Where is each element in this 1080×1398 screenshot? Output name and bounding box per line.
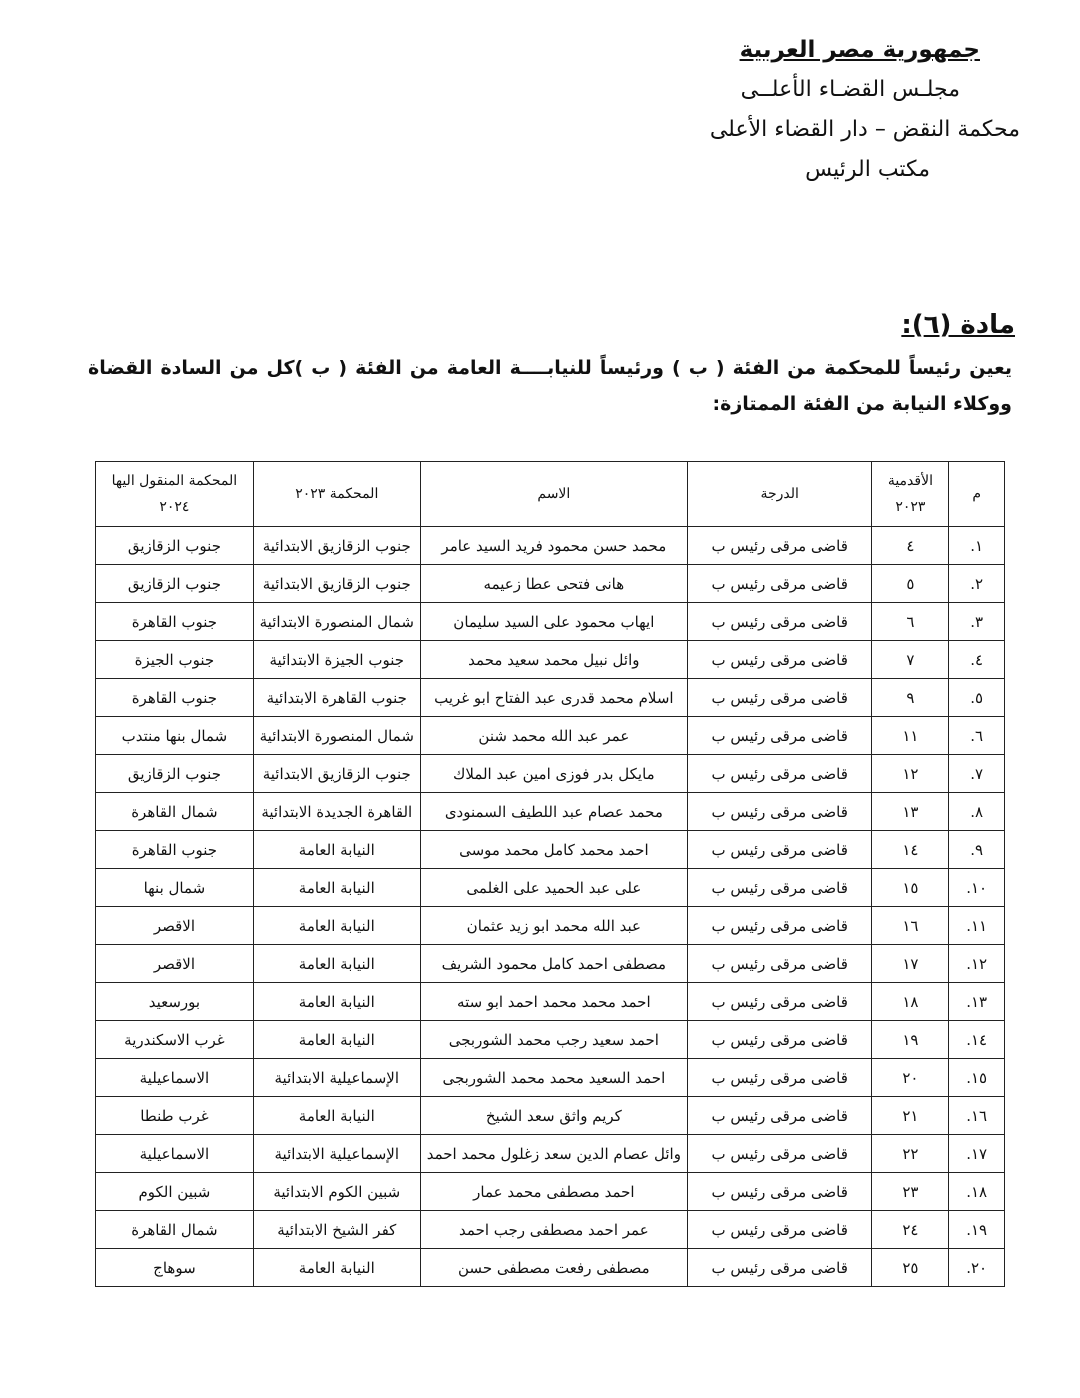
cell-to: جنوب الزقازيق bbox=[96, 527, 254, 565]
table-row bbox=[96, 983, 1005, 1021]
cell-rank: ٧ bbox=[872, 641, 949, 679]
cell-name: عبد الله محمد ابو زيد عثمان bbox=[420, 907, 687, 945]
cell-m: ٤. bbox=[949, 641, 1005, 679]
table-row bbox=[96, 1021, 1005, 1059]
header-degree: الدرجة bbox=[687, 462, 871, 527]
cell-court: النيابة العامة bbox=[253, 1021, 420, 1059]
table-row bbox=[96, 1059, 1005, 1097]
cell-rank: ١٩ bbox=[872, 1021, 949, 1059]
table-row bbox=[96, 1211, 1005, 1249]
header-seniority-year: ٢٠٢٣ bbox=[895, 499, 926, 515]
table-row bbox=[96, 1173, 1005, 1211]
cell-court: النيابة العامة bbox=[253, 1097, 420, 1135]
cell-to: شمال بنها bbox=[96, 869, 254, 907]
cell-degree: قاضى مرقى رئيس ب bbox=[687, 1173, 871, 1211]
cell-degree: قاضى مرقى رئيس ب bbox=[687, 1135, 871, 1173]
cell-name: احمد السعيد محمد محمد الشوربجى bbox=[420, 1059, 687, 1097]
court-title: محكمة النقض – دار القضاء الأعلى bbox=[709, 117, 1020, 142]
cell-court: كفر الشيخ الابتدائية bbox=[253, 1211, 420, 1249]
cell-to: جنوب القاهرة bbox=[96, 679, 254, 717]
table-row bbox=[96, 755, 1005, 793]
cell-to: شمال بنها منتدب bbox=[96, 717, 254, 755]
cell-rank: ١٦ bbox=[872, 907, 949, 945]
cell-name: احمد محمد كامل محمد موسى bbox=[420, 831, 687, 869]
cell-court: جنوب الجيزة الابتدائية bbox=[253, 641, 420, 679]
table-row bbox=[96, 1135, 1005, 1173]
cell-m: ١. bbox=[949, 527, 1005, 565]
cell-name: احمد سعيد رجب محمد الشوربجى bbox=[420, 1021, 687, 1059]
cell-m: ١١. bbox=[949, 907, 1005, 945]
cell-court: جنوب الزقازيق الابتدائية bbox=[253, 755, 420, 793]
council-title: مجلـس القضـاء الأعلــى bbox=[740, 77, 960, 102]
cell-name: وائل عصام الدين سعد زغلول محمد احمد bbox=[420, 1135, 687, 1173]
table-row bbox=[96, 603, 1005, 641]
cell-m: ٢. bbox=[949, 565, 1005, 603]
cell-degree: قاضى مرقى رئيس ب bbox=[687, 831, 871, 869]
header-seniority bbox=[872, 462, 949, 527]
cell-degree: قاضى مرقى رئيس ب bbox=[687, 1249, 871, 1287]
cell-rank: ٢٤ bbox=[872, 1211, 949, 1249]
header-court: المحكمة ٢٠٢٣ bbox=[253, 462, 420, 527]
cell-rank: ٦ bbox=[872, 603, 949, 641]
cell-court: النيابة العامة bbox=[253, 869, 420, 907]
cell-court: شمال المنصورة الابتدائية bbox=[253, 717, 420, 755]
cell-degree: قاضى مرقى رئيس ب bbox=[687, 641, 871, 679]
table-row bbox=[96, 565, 1005, 603]
cell-rank: ٥ bbox=[872, 565, 949, 603]
cell-to: شبين الكوم bbox=[96, 1173, 254, 1211]
cell-rank: ١٣ bbox=[872, 793, 949, 831]
cell-m: ١٩. bbox=[949, 1211, 1005, 1249]
cell-m: ٢٠. bbox=[949, 1249, 1005, 1287]
cell-to: الاسماعيلية bbox=[96, 1059, 254, 1097]
cell-court: شمال المنصورة الابتدائية bbox=[253, 603, 420, 641]
cell-to: جنوب الزقازيق bbox=[96, 565, 254, 603]
cell-to: الاسماعيلية bbox=[96, 1135, 254, 1173]
header-m: م bbox=[949, 462, 1005, 527]
cell-name: احمد محمد محمد احمد ابو سته bbox=[420, 983, 687, 1021]
cell-rank: ١٢ bbox=[872, 755, 949, 793]
cell-name: مصطفى رفعت مصطفى حسن bbox=[420, 1249, 687, 1287]
cell-name: احمد مصطفى محمد عمار bbox=[420, 1173, 687, 1211]
cell-name: عمر احمد مصطفى رجب احمد bbox=[420, 1211, 687, 1249]
cell-degree: قاضى مرقى رئيس ب bbox=[687, 983, 871, 1021]
table-row bbox=[96, 1097, 1005, 1135]
cell-name: عمر عبد الله محمد شنن bbox=[420, 717, 687, 755]
cell-degree: قاضى مرقى رئيس ب bbox=[687, 527, 871, 565]
cell-rank: ٢١ bbox=[872, 1097, 949, 1135]
cell-degree: قاضى مرقى رئيس ب bbox=[687, 717, 871, 755]
cell-to: جنوب القاهرة bbox=[96, 603, 254, 641]
cell-degree: قاضى مرقى رئيس ب bbox=[687, 755, 871, 793]
cell-name: اسلام محمد قدرى عبد الفتاح ابو غريب bbox=[420, 679, 687, 717]
header-transfer-label: المحكمة المنقول اليها bbox=[111, 473, 238, 489]
cell-m: ١٣. bbox=[949, 983, 1005, 1021]
table-row bbox=[96, 527, 1005, 565]
cell-rank: ٢٥ bbox=[872, 1249, 949, 1287]
cell-name: هانى فتحى عطا زعيمه bbox=[420, 565, 687, 603]
cell-m: ١٢. bbox=[949, 945, 1005, 983]
table-row bbox=[96, 679, 1005, 717]
cell-m: ١٥. bbox=[949, 1059, 1005, 1097]
cell-court: النيابة العامة bbox=[253, 945, 420, 983]
cell-m: ٨. bbox=[949, 793, 1005, 831]
letterhead bbox=[710, 30, 1020, 190]
article-text: يعين رئيساً للمحكمة من الفئة ( ب ) ورئيساً للنيابــــة العامة من الفئة ( ب )كل من السادة القضاة ووكلاء النيابة من الفئة الممتازة: bbox=[88, 357, 1012, 415]
cell-m: ٣. bbox=[949, 603, 1005, 641]
cell-court: النيابة العامة bbox=[253, 983, 420, 1021]
cell-court: الإسماعيلية الابتدائية bbox=[253, 1059, 420, 1097]
cell-to: جنوب القاهرة bbox=[96, 831, 254, 869]
cell-court: جنوب الزقازيق الابتدائية bbox=[253, 527, 420, 565]
table-row bbox=[96, 831, 1005, 869]
cell-rank: ٢٢ bbox=[872, 1135, 949, 1173]
cell-degree: قاضى مرقى رئيس ب bbox=[687, 793, 871, 831]
cell-to: شمال القاهرة bbox=[96, 1211, 254, 1249]
cell-m: ١٨. bbox=[949, 1173, 1005, 1211]
header-seniority-label: الأقدمية bbox=[887, 473, 933, 489]
cell-name: محمد حسن محمود فريد السيد عامر bbox=[420, 527, 687, 565]
cell-court: جنوب القاهرة الابتدائية bbox=[253, 679, 420, 717]
cell-to: جنوب الجيزة bbox=[96, 641, 254, 679]
table-row bbox=[96, 793, 1005, 831]
cell-name: كريم واثق سعد الشيخ bbox=[420, 1097, 687, 1135]
cell-m: ٧. bbox=[949, 755, 1005, 793]
cell-rank: ١٧ bbox=[872, 945, 949, 983]
cell-degree: قاضى مرقى رئيس ب bbox=[687, 1211, 871, 1249]
article-title: مادة (٦): bbox=[901, 310, 1015, 340]
cell-m: ٥. bbox=[949, 679, 1005, 717]
cell-degree: قاضى مرقى رئيس ب bbox=[687, 907, 871, 945]
cell-court: النيابة العامة bbox=[253, 1249, 420, 1287]
cell-court: القاهرة الجديدة الابتدائية bbox=[253, 793, 420, 831]
header-name: الاسم bbox=[420, 462, 687, 527]
cell-name: وائل نبيل محمد سعيد محمد bbox=[420, 641, 687, 679]
appointments-table bbox=[95, 461, 1005, 1287]
cell-degree: قاضى مرقى رئيس ب bbox=[687, 1097, 871, 1135]
cell-court: شبين الكوم الابتدائية bbox=[253, 1173, 420, 1211]
cell-degree: قاضى مرقى رئيس ب bbox=[687, 565, 871, 603]
cell-name: محمد عصام عبد اللطيف السمنودى bbox=[420, 793, 687, 831]
cell-rank: ٤ bbox=[872, 527, 949, 565]
table-row bbox=[96, 717, 1005, 755]
cell-m: ١٧. bbox=[949, 1135, 1005, 1173]
cell-rank: ١٤ bbox=[872, 831, 949, 869]
cell-rank: ١١ bbox=[872, 717, 949, 755]
office-title: مكتب الرئيس bbox=[805, 157, 930, 182]
cell-degree: قاضى مرقى رئيس ب bbox=[687, 603, 871, 641]
table-row bbox=[96, 1249, 1005, 1287]
cell-court: جنوب الزقازيق الابتدائية bbox=[253, 565, 420, 603]
cell-to: الاقصر bbox=[96, 907, 254, 945]
cell-degree: قاضى مرقى رئيس ب bbox=[687, 679, 871, 717]
cell-to: بورسعيد bbox=[96, 983, 254, 1021]
cell-m: ٩. bbox=[949, 831, 1005, 869]
cell-m: ٦. bbox=[949, 717, 1005, 755]
cell-name: ايهاب محمود على السيد سليمان bbox=[420, 603, 687, 641]
cell-m: ١٤. bbox=[949, 1021, 1005, 1059]
cell-m: ١٠. bbox=[949, 869, 1005, 907]
cell-to: غرب الاسكندرية bbox=[96, 1021, 254, 1059]
cell-degree: قاضى مرقى رئيس ب bbox=[687, 945, 871, 983]
cell-degree: قاضى مرقى رئيس ب bbox=[687, 869, 871, 907]
table-header-row bbox=[96, 462, 1005, 527]
cell-name: مصطفى احمد كامل محمود الشريف bbox=[420, 945, 687, 983]
header-transfer-court bbox=[96, 462, 254, 527]
cell-to: غرب طنطا bbox=[96, 1097, 254, 1135]
cell-to: الاقصر bbox=[96, 945, 254, 983]
table-row bbox=[96, 641, 1005, 679]
cell-rank: ١٨ bbox=[872, 983, 949, 1021]
cell-to: سوهاج bbox=[96, 1249, 254, 1287]
cell-rank: ٢٣ bbox=[872, 1173, 949, 1211]
country-title: جمهورية مصر العربية bbox=[739, 37, 980, 63]
header-transfer-year: ٢٠٢٤ bbox=[159, 499, 190, 515]
cell-to: شمال القاهرة bbox=[96, 793, 254, 831]
cell-court: النيابة العامة bbox=[253, 907, 420, 945]
cell-court: النيابة العامة bbox=[253, 831, 420, 869]
cell-rank: ٩ bbox=[872, 679, 949, 717]
cell-rank: ٢٠ bbox=[872, 1059, 949, 1097]
cell-court: الإسماعيلية الابتدائية bbox=[253, 1135, 420, 1173]
cell-name: مايكل بدر فوزى امين عبد الملاك bbox=[420, 755, 687, 793]
cell-degree: قاضى مرقى رئيس ب bbox=[687, 1059, 871, 1097]
cell-to: جنوب الزقازيق bbox=[96, 755, 254, 793]
table-row bbox=[96, 869, 1005, 907]
cell-m: ١٦. bbox=[949, 1097, 1005, 1135]
table-row bbox=[96, 907, 1005, 945]
cell-rank: ١٥ bbox=[872, 869, 949, 907]
cell-degree: قاضى مرقى رئيس ب bbox=[687, 1021, 871, 1059]
cell-name: على عبد الحميد على الغلمى bbox=[420, 869, 687, 907]
table-row bbox=[96, 945, 1005, 983]
